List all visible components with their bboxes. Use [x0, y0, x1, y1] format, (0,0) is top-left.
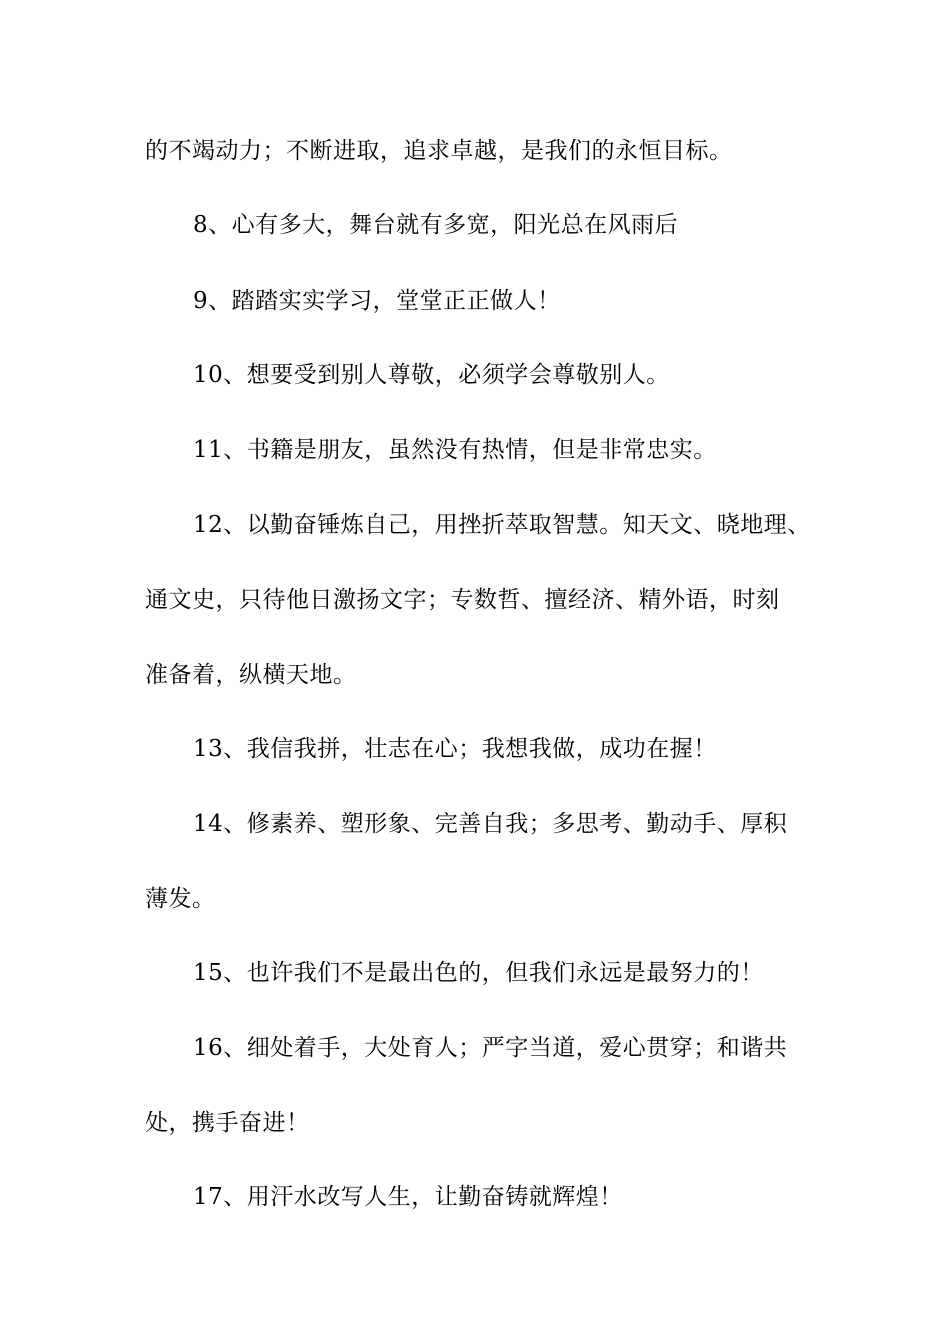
slogan-16-line-1: 16、细处着手，大处育人；严字当道，爱心贯穿；和谐共	[193, 1035, 788, 1061]
slogan-12-line-3: 准备着，纵横天地。	[145, 662, 357, 688]
slogan-17: 17、用汗水改写人生，让勤奋铸就辉煌！	[193, 1184, 623, 1210]
slogan-11: 11、书籍是朋友，虽然没有热情，但是非常忠实。	[193, 437, 717, 463]
slogan-12-line-1: 12、以勤奋锤炼自己，用挫折萃取智慧。知天文、晓地理、	[193, 512, 811, 538]
slogan-10: 10、想要受到别人尊敬，必须学会尊敬别人。	[193, 362, 670, 388]
slogan-13: 13、我信我拼，壮志在心；我想我做，成功在握！	[193, 736, 717, 762]
slogan-8: 8、心有多大，舞台就有多宽，阳光总在风雨后	[193, 212, 679, 238]
slogan-16-line-2: 处，携手奋进！	[145, 1110, 310, 1136]
slogan-15: 15、也许我们不是最出色的，但我们永远是最努力的！	[193, 960, 764, 986]
slogan-9: 9、踏踏实实学习，堂堂正正做人！	[193, 288, 561, 314]
slogan-12-line-2: 通文史，只待他日激扬文字；专数哲、擅经济、精外语，时刻	[145, 587, 780, 613]
slogan-14-line-2: 薄发。	[145, 886, 216, 912]
slogan-14-line-1: 14、修素养、塑形象、完善自我；多思考、勤动手、厚积	[193, 811, 788, 837]
text-line-1: 的不竭动力；不断进取，追求卓越，是我们的永恒目标。	[145, 138, 733, 164]
